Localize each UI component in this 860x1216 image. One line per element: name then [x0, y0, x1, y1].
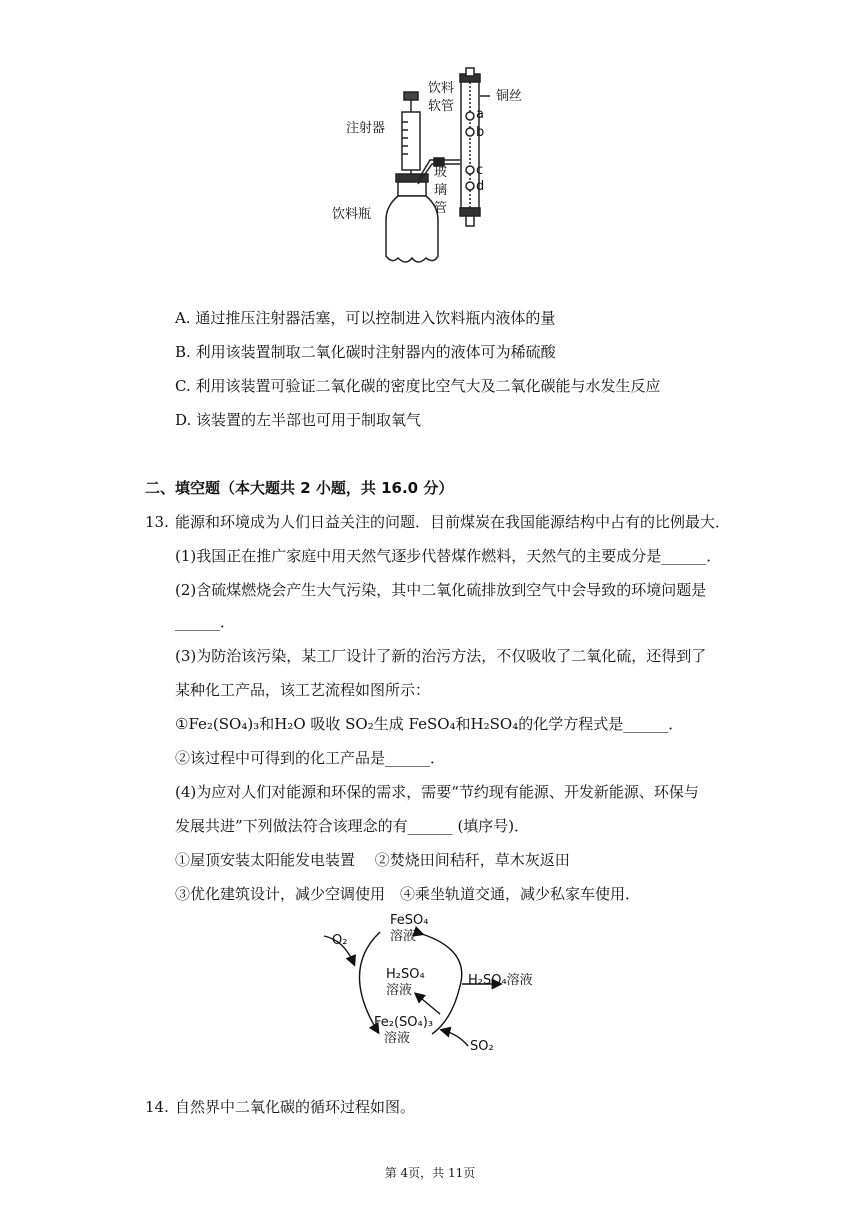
glass-label-1: 玻	[434, 165, 448, 180]
o2-label: O₂	[332, 933, 348, 948]
q13-part1: (1)我国正在推广家庭中用天然气逐步代替煤作燃料，天然气的主要成分是______．	[175, 547, 722, 565]
option-d	[175, 410, 421, 430]
section-title: 二、填空题（本大题共 2 小题，共 16.0 分）	[145, 479, 454, 497]
option-b	[175, 342, 556, 362]
q13-options-row2: ③优化建筑设计，减少空调使用 ④乘坐轨道交通，减少私家车使用．	[175, 885, 641, 903]
option-a	[175, 308, 555, 328]
option-text: 利用该装置制取二氧化碳时注射器内的液体可为稀硫酸	[195, 343, 556, 361]
feso4-label: FeSO₄	[390, 913, 429, 928]
q13-part2: (2)含硫煤燃烧会产生大气污染，其中二氧化硫排放到空气中会导致的环境问题是	[175, 581, 707, 599]
option-text: 利用该装置可验证二氧化碳的密度比空气大及二氧化碳能与水发生反应	[195, 377, 661, 395]
so2-arrow	[442, 1030, 468, 1046]
inner-arrow	[416, 994, 440, 1014]
bottle-label: 饮料瓶	[332, 207, 372, 222]
option-text: 该装置的左半部也可用于制取氧气	[196, 411, 422, 429]
mark-d: d	[476, 179, 485, 194]
q13-number: 13.	[145, 513, 169, 531]
option-letter: C.	[175, 377, 191, 395]
glass-label-2: 璃	[434, 183, 448, 198]
syringe	[402, 92, 420, 178]
option-c	[175, 376, 661, 396]
wire-label: 铜丝	[496, 89, 523, 104]
q13-part3b: 某种化工产品，该工艺流程如图所示：	[175, 681, 431, 699]
mark-c: c	[476, 163, 484, 178]
option-text: 通过推压注射器活塞，可以控制进入饮料瓶内液体的量	[195, 309, 556, 327]
h2so4-inner-label: H₂SO₄	[386, 967, 425, 982]
q13-part3-1: ①Fe₂(SO₄)₃和H₂O 吸收 SO₂生成 FeSO₄和H₂SO₄的化学方程式是______．	[175, 715, 684, 733]
bottle	[386, 174, 438, 262]
apparatus-figure	[330, 60, 550, 275]
fe2so43-solution-label: 溶液	[384, 1031, 411, 1046]
syringe-label: 注射器	[346, 121, 386, 136]
feso4-solution-label: 溶液	[390, 929, 417, 944]
option-letter: B.	[175, 343, 191, 361]
q13-part3a: (3)为防治该污染，某工厂设计了新的治污方法，不仅吸收了二氧化硫，还得到了	[175, 647, 707, 665]
h2so4-product-label: H₂SO₄溶液	[468, 973, 533, 988]
option-letter: D.	[175, 411, 192, 429]
glass-label-3: 管	[434, 201, 448, 216]
tube-label-2: 软管	[428, 99, 455, 114]
cycle-diagram	[320, 910, 560, 1060]
q13-stem: 能源和环境成为人们日益关注的问题．目前煤炭在我国能源结构中占有的比例最大．	[175, 513, 731, 531]
q14-number: 14.	[145, 1098, 169, 1116]
q13-part4b: 发展共进”下列做法符合该理念的有______ (填序号)．	[175, 817, 530, 835]
fe2so43-label: Fe₂(SO₄)₃	[374, 1015, 434, 1030]
mark-a: a	[476, 107, 484, 122]
h2so4-inner-solution-label: 溶液	[386, 983, 413, 998]
option-letter: A.	[175, 309, 191, 327]
q13-part3-2: ②该过程中可得到的化工产品是______．	[175, 749, 446, 767]
so2-label: SO₂	[470, 1039, 494, 1054]
q13-options-row1: ①屋顶安装太阳能发电装置 ②焚烧田间秸秆，草木灰返田	[175, 851, 570, 869]
glass-tube	[460, 68, 490, 226]
page-footer: 第 4页，共 11页	[384, 1166, 476, 1180]
tube-label-1: 饮料	[428, 81, 455, 96]
q14-stem: 自然界中二氧化碳的循环过程如图。	[175, 1098, 416, 1116]
mark-b: b	[476, 125, 485, 140]
q13-part4a: (4)为应对人们对能源和环保的需求，需要“节约现有能源、开发新能源、环保与	[175, 783, 699, 801]
q13-part2-blank: ______．	[175, 613, 236, 631]
